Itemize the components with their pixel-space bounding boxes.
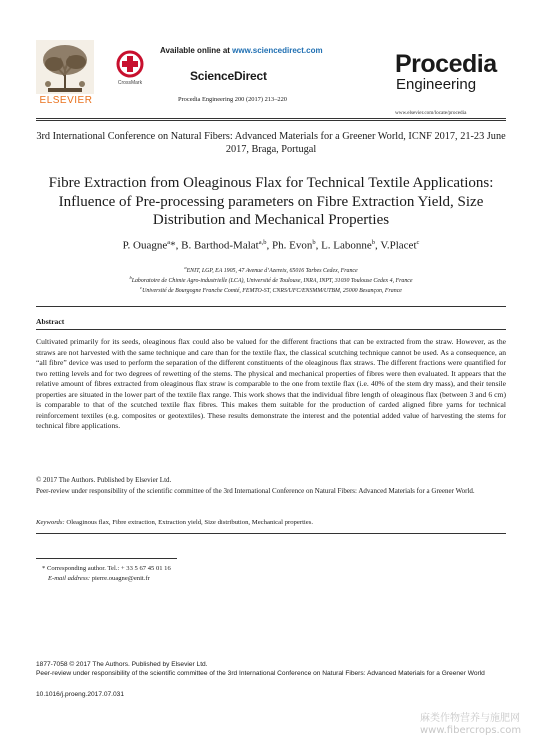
available-online (160, 46, 323, 55)
conference-line: 3rd International Conference on Natural Fibers: Advanced Materials for a Greener World, ICNF 2017, 21-23 June 2017, Braga, Portugal (36, 131, 506, 155)
email-label: E-mail address: (48, 575, 91, 582)
affiliation-superscript: b (129, 275, 132, 280)
author-superscript: a (167, 239, 171, 246)
keywords-label: Keywords: (36, 519, 65, 526)
site-watermark (420, 713, 521, 737)
affiliation-text: Université de Bourgogne Franche Comté, FEMTO-ST, CNRS/UFC/ENSMM/UTBM, 25000 Besançon, France (142, 287, 402, 294)
affiliation (40, 285, 502, 294)
affiliation (40, 275, 502, 284)
peer-review-note: Peer-review under responsibility of the scientific committee of the 3rd International Conference on Natural Fibers: Advanced Materials for a Greener World. (36, 487, 475, 495)
author-superscript: a,b (258, 239, 267, 246)
affiliation (40, 265, 502, 274)
elsevier-wordmark: ELSEVIER (39, 95, 93, 106)
watermark-line-2: www.fibercrops.com (420, 725, 522, 736)
keywords-text: Oleaginous flax, Fibre extraction, Extraction yield, Size distribution, Mechanical properties. (64, 519, 314, 526)
sciencedirect-wordmark: ScienceDirect (190, 69, 267, 83)
procedia-title: Procedia (395, 50, 497, 78)
issn-line: 1877-7058 © 2017 The Authors. Published by Elsevier Ltd. (36, 661, 208, 668)
header-rule-bottom (36, 120, 506, 121)
abstract-heading-rule (36, 329, 506, 330)
copyright-line: © 2017 The Authors. Published by Elsevier Ltd. (36, 476, 172, 484)
procedia-url[interactable]: www.elsevier.com/locate/procedia (395, 110, 467, 116)
email-address[interactable]: pierre.ouagne@enit.fr (90, 575, 150, 582)
author-superscript: c (416, 239, 420, 246)
affiliation-superscript: a (184, 265, 187, 270)
paper-title: Fibre Extraction from Oleaginous Flax for Technical Textile Applications: Influence of Pre-processing parameters on Fibre Extraction Yield, Size Distribution and Mechanical Properties (48, 175, 494, 229)
author-name: V.Placet (380, 239, 417, 252)
doi-line[interactable]: 10.1016/j.proeng.2017.07.031 (36, 691, 124, 698)
keywords-line (36, 519, 313, 526)
affiliation-text: ENIT, LGP, EA 1905, 47 Avenue d’Azereix, 65016 Tarbes Cedex, France (186, 267, 358, 274)
corresponding-author: * Corresponding author. Tel.: + 33 5 67 45 01 16 (42, 565, 171, 572)
journal-reference: Procedia Engineering 200 (2017) 213–220 (178, 96, 287, 103)
available-online-prefix: Available online at (160, 46, 233, 55)
watermark-line-1: 麻类作物营养与施肥网 (420, 713, 520, 724)
author-superscript: b (371, 239, 376, 246)
abstract-body: Cultivated primarily for its seeds, oleaginous flax could also be valued for the different fractions that can be extracted from the straw. However, as the straws are not harvested with the same technique and care than for the textile flax, the classical scutching technique cannot be used. As a consequence, an “all fibre” device was used to perform the separation of the different constituents of the oleaginous flax straws. The different fractions were quantified for two retting levels and for two degrees of rewetting of the stems. The physical and mechanical properties of fibres were then evaluated. It appears that the relative amount of fibres extracted from oleaginous flax straw is comparable to the one from textile flax (i.e. 40% of the stem dry mass), and their tensile properties are situated in the lower part of the textile flax range. This work shows that the individual fibre length of oleaginous flax (between 3 and 6 cm) is comparable to that of the scutched textile flax fibres. This makes them suitable for the production of carded aligned fibre yarns for technical reinforcement textiles (e.g. composites or geotextiles). These results demonstrate the interest and the potential added value of harvesting the stems for technical fibre applications. (36, 337, 506, 430)
bottom-peer-review: Peer-review under responsibility of the scientific committee of the 3rd International Conference on Natural Fibers: Advanced Materials for a Greener World (36, 670, 485, 677)
keywords-rule (36, 533, 506, 534)
procedia-subtitle: Engineering (396, 76, 477, 93)
author-list: P. Ouagne$^a$*, B. Barthod-Malat$^{a,b}$, Ph. Evon$^b$, L. Labonne$^b$, V.Placet$^c$ (122, 239, 420, 252)
footnote-rule (36, 558, 177, 559)
email-line (48, 575, 150, 582)
affiliation-superscript: c (140, 285, 143, 290)
author-name: Ph. Evon (271, 239, 313, 252)
affiliation-text: Laboratoire de Chimie Agro-industrielle (LCA), Université de Toulouse, INRA, INPT, 31030 Toulouse Cedex 4, France (131, 277, 413, 284)
corresponding-mark: * (170, 239, 176, 252)
abstract-heading: Abstract (36, 317, 65, 326)
author-name: P. Ouagne (122, 239, 168, 252)
abstract-rule-top (36, 306, 506, 307)
author-name: B. Barthod-Malat (181, 239, 259, 252)
author-name: L. Labonne (321, 239, 372, 252)
crossmark-label: CrossMark (117, 80, 143, 86)
header-rule-top (36, 118, 506, 119)
sciencedirect-link[interactable]: www.sciencedirect.com (232, 46, 323, 55)
author-superscript: b (312, 239, 316, 246)
